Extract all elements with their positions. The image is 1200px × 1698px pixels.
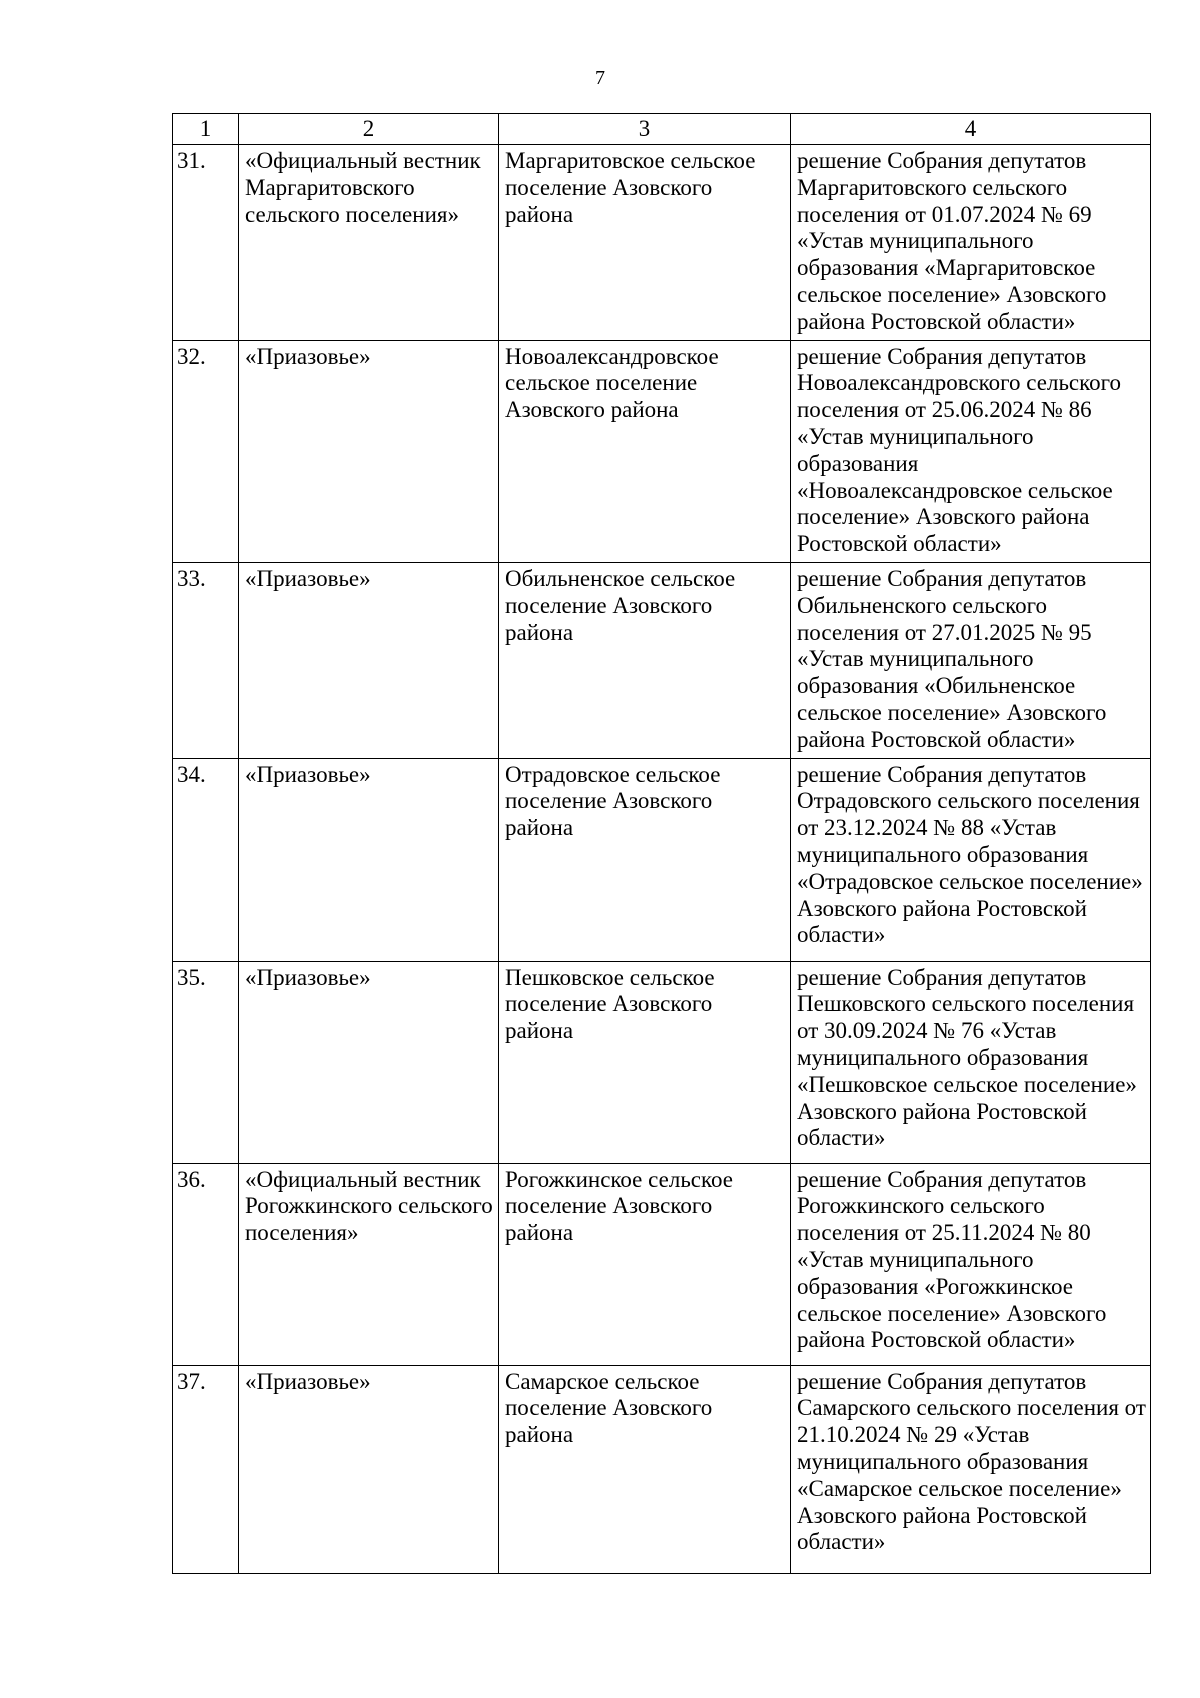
basis-cell: решение Собрания депутатов Новоалександровского сельского поселения от 25.06.2024 № 86 «Устав муниципального образования «Новоалександровское сельское поселение» Азовского района Ростовской области» (791, 340, 1151, 562)
table-row (173, 562, 1151, 758)
basis-cell: решение Собрания депутатов Отрадовского сельского поселения от 23.12.2024 № 88 «Устав муниципального образования «Отрадовское сельское поселение» Азовского района Ростовской области» (791, 758, 1151, 961)
basis-cell: решение Собрания депутатов Самарского сельского поселения от 21.10.2024 № 29 «Устав муниципального образования «Самарское сельское поселение» Азовского района Ростовской области» (791, 1365, 1151, 1573)
table-row (173, 758, 1151, 961)
publication-cell: «Приазовье» (239, 1365, 499, 1573)
row-number: 32. (173, 340, 239, 562)
column-header-1: 1 (173, 114, 239, 145)
row-number: 35. (173, 961, 239, 1163)
row-number: 37. (173, 1365, 239, 1573)
settlement-cell: Отрадовское сельское поселение Азовского района (499, 758, 791, 961)
row-number: 31. (173, 145, 239, 341)
row-number: 33. (173, 562, 239, 758)
basis-cell: решение Собрания депутатов Рогожкинского сельского поселения от 25.11.2024 № 80 «Устав муниципального образования «Рогожкинское сельское поселение» Азовского района Ростовской области» (791, 1163, 1151, 1365)
table-row (173, 1163, 1151, 1365)
column-header-3: 3 (499, 114, 791, 145)
settlement-cell: Рогожкинское сельское поселение Азовского района (499, 1163, 791, 1365)
page-number: 7 (595, 67, 605, 89)
table-header-row (173, 114, 1151, 145)
settlement-cell: Пешковское сельское поселение Азовского района (499, 961, 791, 1163)
publication-cell: «Официальный вестник Маргаритовского сельского поселения» (239, 145, 499, 341)
settlement-cell: Обильненское сельское поселение Азовского района (499, 562, 791, 758)
settlement-cell: Новоалександровское сельское поселение Азовского района (499, 340, 791, 562)
basis-cell: решение Собрания депутатов Пешковского сельского поселения от 30.09.2024 № 76 «Устав муниципального образования «Пешковское сельское поселение» Азовского района Ростовской области» (791, 961, 1151, 1163)
publication-cell: «Приазовье» (239, 340, 499, 562)
publication-cell: «Приазовье» (239, 562, 499, 758)
publication-cell: «Приазовье» (239, 758, 499, 961)
table-row (173, 145, 1151, 341)
publication-cell: «Официальный вестник Рогожкинского сельского поселения» (239, 1163, 499, 1365)
table-row (173, 961, 1151, 1163)
basis-cell: решение Собрания депутатов Маргаритовского сельского поселения от 01.07.2024 № 69 «Устав муниципального образования «Маргаритовское сельское поселение» Азовского района Ростовской области» (791, 145, 1151, 341)
row-number: 36. (173, 1163, 239, 1365)
settlement-cell: Маргаритовское сельское поселение Азовского района (499, 145, 791, 341)
registry-table (172, 113, 1151, 1574)
publication-cell: «Приазовье» (239, 961, 499, 1163)
column-header-2: 2 (239, 114, 499, 145)
settlement-cell: Самарское сельское поселение Азовского района (499, 1365, 791, 1573)
table-row (173, 1365, 1151, 1573)
column-header-4: 4 (791, 114, 1151, 145)
row-number: 34. (173, 758, 239, 961)
basis-cell: решение Собрания депутатов Обильненского сельского поселения от 27.01.2025 № 95 «Устав муниципального образования «Обильненское сельское поселение» Азовского района Ростовской области» (791, 562, 1151, 758)
table-row (173, 340, 1151, 562)
